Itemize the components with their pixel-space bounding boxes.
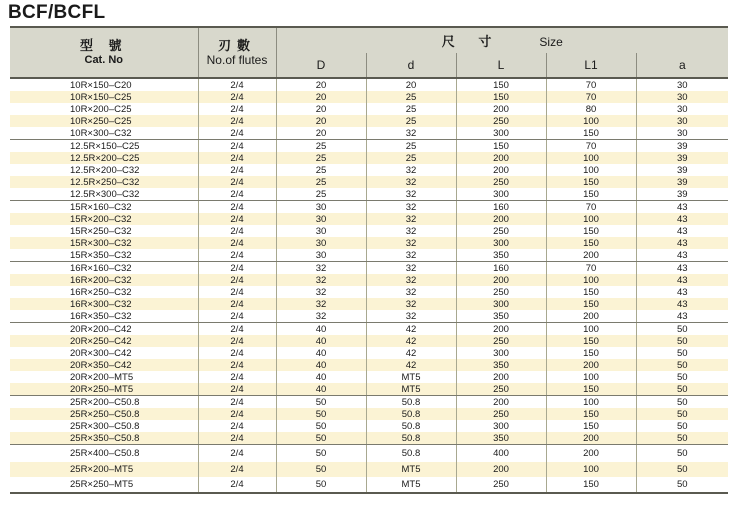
cell-flutes: 2/4 xyxy=(198,462,276,477)
cell-L: 200 xyxy=(456,152,546,164)
cell-D: 20 xyxy=(276,127,366,140)
cell-cat-no: 15R×250–C32 xyxy=(10,225,198,237)
cell-flutes: 2/4 xyxy=(198,103,276,115)
cell-d: 32 xyxy=(366,274,456,286)
cell-d: 20 xyxy=(366,78,456,91)
cell-d: 42 xyxy=(366,347,456,359)
cell-L: 200 xyxy=(456,396,546,409)
header-col-D: D xyxy=(276,53,366,78)
cell-d: 50.8 xyxy=(366,445,456,463)
cell-flutes: 2/4 xyxy=(198,359,276,371)
cell-a: 43 xyxy=(636,310,728,323)
cell-flutes: 2/4 xyxy=(198,201,276,214)
cell-cat-no: 25R×250–MT5 xyxy=(10,477,198,493)
cell-L: 300 xyxy=(456,298,546,310)
table-row xyxy=(10,176,728,188)
table-row xyxy=(10,347,728,359)
table-row xyxy=(10,323,728,336)
cell-D: 30 xyxy=(276,201,366,214)
cell-L: 350 xyxy=(456,249,546,262)
cell-flutes: 2/4 xyxy=(198,91,276,103)
cell-L: 250 xyxy=(456,115,546,127)
header-size xyxy=(276,27,728,53)
table-row xyxy=(10,262,728,275)
cell-a: 50 xyxy=(636,383,728,396)
cell-D: 32 xyxy=(276,298,366,310)
header-size-cn: 尺 寸 xyxy=(441,34,502,49)
cell-cat-no: 25R×300–C50.8 xyxy=(10,420,198,432)
cell-a: 30 xyxy=(676,103,688,115)
cell-a: 30 xyxy=(636,127,728,140)
table-row xyxy=(10,249,728,262)
cell-D: 32 xyxy=(276,274,366,286)
cell-cat-no: 25R×200–C50.8 xyxy=(10,396,198,409)
cell-L1: 200 xyxy=(546,445,636,463)
cell-cat-no: 12.5R×150–C25 xyxy=(10,140,198,153)
table-row xyxy=(10,152,728,164)
cell-cat-no: 16R×200–C32 xyxy=(10,274,198,286)
cell-cat-no: 20R×300–C42 xyxy=(10,347,198,359)
header-model-cn: 型 號 xyxy=(79,37,128,53)
header-flutes xyxy=(198,27,276,78)
cell-d: 25 xyxy=(366,140,456,153)
cell-a: 39 xyxy=(676,140,688,152)
cell-L1: 80 xyxy=(546,103,636,115)
cell-D: 50 xyxy=(276,420,366,432)
cell-L: 350 xyxy=(456,359,546,371)
cell-L1: 150 xyxy=(546,127,636,140)
cell-L: 350 xyxy=(456,310,546,323)
cell-D: 40 xyxy=(276,383,366,396)
cell-d: 25 xyxy=(366,103,456,115)
spec-table xyxy=(10,26,728,494)
cell-cat-no: 25R×200–MT5 xyxy=(10,462,198,477)
cell-cat-no: 10R×150–C20 xyxy=(10,78,198,91)
cell-L: 300 xyxy=(456,347,546,359)
cell-D: 50 xyxy=(276,445,366,463)
cell-cat-no: 20R×250–C42 xyxy=(10,335,198,347)
cell-cat-no: 12.5R×200–C32 xyxy=(10,164,198,176)
cell-d: 32 xyxy=(366,213,456,225)
cell-d: MT5 xyxy=(366,383,456,396)
cell-L1: 150 xyxy=(546,237,636,249)
cell-L: 160 xyxy=(456,201,546,214)
cell-cat-no: 16R×300–C32 xyxy=(10,298,198,310)
table-row xyxy=(10,445,728,463)
cell-flutes: 2/4 xyxy=(198,335,276,347)
cell-flutes: 2/4 xyxy=(198,164,276,176)
cell-cat-no: 12.5R×250–C32 xyxy=(10,176,198,188)
cell-cat-no: 20R×200–MT5 xyxy=(10,371,198,383)
cell-a: 50 xyxy=(676,396,688,408)
cell-d: 50.8 xyxy=(366,408,456,420)
header-col-a: a xyxy=(636,53,728,78)
cell-cat-no: 12.5R×200–C25 xyxy=(10,152,198,164)
table-row xyxy=(10,335,728,347)
cell-L1: 150 xyxy=(546,477,636,493)
cell-L: 300 xyxy=(456,188,546,201)
cell-L1: 100 xyxy=(546,164,636,176)
cell-L1: 100 xyxy=(546,462,636,477)
cell-a: 50 xyxy=(676,323,688,335)
cell-L: 150 xyxy=(456,78,546,91)
cell-D: 50 xyxy=(276,396,366,409)
cell-D: 32 xyxy=(276,262,366,275)
table-row xyxy=(10,103,728,115)
cell-cat-no: 15R×350–C32 xyxy=(10,249,198,262)
cell-cat-no: 15R×200–C32 xyxy=(10,213,198,225)
cell-cat-no: 16R×160–C32 xyxy=(10,262,198,275)
cell-L: 200 xyxy=(456,164,546,176)
cell-a: 50 xyxy=(636,462,728,477)
cell-D: 40 xyxy=(276,323,366,336)
cell-d: 25 xyxy=(366,91,456,103)
cell-cat-no: 16R×350–C32 xyxy=(10,310,198,323)
cell-L1: 150 xyxy=(546,335,636,347)
table-row xyxy=(10,371,728,383)
cell-D: 25 xyxy=(276,140,366,153)
cell-flutes: 2/4 xyxy=(198,347,276,359)
cell-L1: 100 xyxy=(546,152,636,164)
cell-D: 20 xyxy=(276,115,366,127)
cell-d: 32 xyxy=(366,225,456,237)
cell-flutes: 2/4 xyxy=(198,176,276,188)
cell-d: 32 xyxy=(366,262,456,275)
cell-D: 40 xyxy=(276,335,366,347)
cell-a: 39 xyxy=(676,164,688,176)
cell-cat-no: 20R×200–C42 xyxy=(10,323,198,336)
cell-cat-no: 20R×350–C42 xyxy=(10,359,198,371)
cell-cat-no: 15R×160–C32 xyxy=(10,201,198,214)
cell-L: 200 xyxy=(456,213,546,225)
header-model xyxy=(10,27,198,78)
cell-flutes: 2/4 xyxy=(198,225,276,237)
cell-d: 25 xyxy=(366,152,456,164)
cell-L: 250 xyxy=(456,383,546,396)
cell-flutes: 2/4 xyxy=(198,408,276,420)
table-row xyxy=(10,477,728,493)
table-row xyxy=(10,359,728,371)
cell-d: 32 xyxy=(366,127,456,140)
cell-L1: 150 xyxy=(546,176,636,188)
header-col-L1: L1 xyxy=(546,53,636,78)
cell-L: 350 xyxy=(456,432,546,445)
cell-D: 50 xyxy=(276,432,366,445)
cell-D: 25 xyxy=(276,176,366,188)
cell-flutes: 2/4 xyxy=(198,140,276,153)
cell-a: 43 xyxy=(636,249,728,262)
cell-d: 32 xyxy=(366,310,456,323)
cell-a: 43 xyxy=(636,237,728,249)
table-row xyxy=(10,164,728,176)
cell-a: 43 xyxy=(676,262,688,274)
cell-flutes: 2/4 xyxy=(198,262,276,275)
cell-d: 32 xyxy=(366,201,456,214)
table-row xyxy=(10,286,728,298)
cell-d: 32 xyxy=(366,286,456,298)
cell-cat-no: 10R×200–C25 xyxy=(10,103,198,115)
cell-cat-no: 25R×350–C50.8 xyxy=(10,432,198,445)
cell-a: 39 xyxy=(636,176,728,188)
cell-L: 200 xyxy=(456,103,546,115)
cell-cat-no: 12.5R×300–C32 xyxy=(10,188,198,201)
cell-a: 43 xyxy=(676,286,688,298)
cell-L1: 100 xyxy=(546,213,636,225)
cell-L1: 100 xyxy=(546,323,636,336)
table-row xyxy=(10,298,728,310)
cell-D: 40 xyxy=(276,359,366,371)
cell-d: 50.8 xyxy=(366,396,456,409)
cell-L: 200 xyxy=(456,323,546,336)
cell-D: 30 xyxy=(276,249,366,262)
cell-L1: 70 xyxy=(546,262,636,275)
cell-d: 32 xyxy=(366,188,456,201)
cell-L1: 150 xyxy=(546,188,636,201)
cell-d: 42 xyxy=(366,323,456,336)
table-row xyxy=(10,432,728,445)
cell-D: 32 xyxy=(276,310,366,323)
cell-flutes: 2/4 xyxy=(198,152,276,164)
cell-D: 30 xyxy=(276,225,366,237)
table-row xyxy=(10,225,728,237)
cell-d: 42 xyxy=(366,359,456,371)
table-row xyxy=(10,396,728,409)
table-row xyxy=(10,274,728,286)
cell-d: 32 xyxy=(366,298,456,310)
cell-a: 50 xyxy=(676,371,688,383)
cell-flutes: 2/4 xyxy=(198,383,276,396)
cell-cat-no: 10R×250–C25 xyxy=(10,115,198,127)
table-row xyxy=(10,462,728,477)
cell-cat-no: 20R×250–MT5 xyxy=(10,383,198,396)
cell-L1: 150 xyxy=(546,225,636,237)
cell-flutes: 2/4 xyxy=(198,477,276,493)
cell-flutes: 2/4 xyxy=(198,286,276,298)
table-row xyxy=(10,188,728,201)
cell-L: 300 xyxy=(456,237,546,249)
table-row xyxy=(10,420,728,432)
cell-L: 250 xyxy=(456,408,546,420)
cell-D: 40 xyxy=(276,347,366,359)
cell-flutes: 2/4 xyxy=(198,420,276,432)
cell-L1: 150 xyxy=(546,383,636,396)
cell-L: 200 xyxy=(456,462,546,477)
table-row xyxy=(10,91,728,103)
cell-L1: 200 xyxy=(546,249,636,262)
cell-d: 32 xyxy=(366,237,456,249)
header-model-en: Cat. No xyxy=(84,53,123,66)
cell-a: 43 xyxy=(636,298,728,310)
cell-D: 50 xyxy=(276,462,366,477)
cell-L1: 100 xyxy=(546,274,636,286)
cell-a: 30 xyxy=(676,79,688,91)
cell-L: 160 xyxy=(456,262,546,275)
cell-a: 50 xyxy=(676,420,688,432)
cell-L1: 70 xyxy=(546,140,636,153)
cell-flutes: 2/4 xyxy=(198,78,276,91)
cell-cat-no: 10R×300–C32 xyxy=(10,127,198,140)
cell-L1: 200 xyxy=(546,432,636,445)
header-col-L: L xyxy=(456,53,546,78)
cell-D: 20 xyxy=(276,78,366,91)
cell-d: MT5 xyxy=(366,477,456,493)
header-size-en: Size xyxy=(539,35,563,49)
cell-L1: 70 xyxy=(546,78,636,91)
cell-L: 200 xyxy=(456,371,546,383)
table-row xyxy=(10,310,728,323)
cell-flutes: 2/4 xyxy=(198,188,276,201)
cell-L: 400 xyxy=(456,445,546,463)
cell-flutes: 2/4 xyxy=(198,310,276,323)
cell-flutes: 2/4 xyxy=(198,127,276,140)
cell-a: 50 xyxy=(636,432,728,445)
cell-D: 20 xyxy=(276,91,366,103)
cell-a: 39 xyxy=(636,188,728,201)
cell-cat-no: 25R×250–C50.8 xyxy=(10,408,198,420)
cell-L1: 70 xyxy=(546,201,636,214)
cell-a: 50 xyxy=(636,477,728,493)
cell-d: 32 xyxy=(366,164,456,176)
cell-a: 30 xyxy=(636,115,728,127)
page-title: BCF/BCFL xyxy=(8,2,106,23)
cell-cat-no: 16R×250–C32 xyxy=(10,286,198,298)
table-row xyxy=(10,408,728,420)
cell-D: 50 xyxy=(276,408,366,420)
cell-D: 30 xyxy=(276,237,366,249)
cell-L1: 200 xyxy=(546,359,636,371)
cell-a: 30 xyxy=(636,91,728,103)
cell-a: 50 xyxy=(636,335,728,347)
cell-flutes: 2/4 xyxy=(198,445,276,463)
cell-L1: 70 xyxy=(546,91,636,103)
cell-L1: 150 xyxy=(546,420,636,432)
cell-a: 43 xyxy=(636,274,728,286)
cell-D: 25 xyxy=(276,152,366,164)
cell-L1: 100 xyxy=(546,396,636,409)
cell-L1: 100 xyxy=(546,371,636,383)
table-row xyxy=(10,237,728,249)
cell-a: 50 xyxy=(636,359,728,371)
cell-flutes: 2/4 xyxy=(198,323,276,336)
spec-table-body xyxy=(10,78,728,493)
cell-D: 40 xyxy=(276,371,366,383)
cell-cat-no: 25R×400–C50.8 xyxy=(10,445,198,463)
cell-flutes: 2/4 xyxy=(198,274,276,286)
cell-flutes: 2/4 xyxy=(198,237,276,249)
cell-a: 39 xyxy=(636,152,728,164)
cell-L: 150 xyxy=(456,140,546,153)
table-row xyxy=(10,78,728,91)
table-row xyxy=(10,383,728,396)
cell-L1: 150 xyxy=(546,347,636,359)
cell-L: 250 xyxy=(456,225,546,237)
cell-d: 25 xyxy=(366,115,456,127)
cell-L1: 150 xyxy=(546,298,636,310)
cell-d: MT5 xyxy=(366,462,456,477)
cell-L1: 200 xyxy=(546,310,636,323)
cell-flutes: 2/4 xyxy=(198,371,276,383)
cell-cat-no: 10R×150–C25 xyxy=(10,91,198,103)
cell-d: 32 xyxy=(366,176,456,188)
cell-d: 50.8 xyxy=(366,432,456,445)
cell-L1: 150 xyxy=(546,408,636,420)
table-row xyxy=(10,213,728,225)
cell-a: 50 xyxy=(676,448,688,459)
cell-flutes: 2/4 xyxy=(198,298,276,310)
cell-D: 50 xyxy=(276,477,366,493)
cell-L1: 150 xyxy=(546,286,636,298)
cell-L: 250 xyxy=(456,335,546,347)
cell-L: 150 xyxy=(456,91,546,103)
cell-a: 43 xyxy=(676,225,688,237)
cell-D: 30 xyxy=(276,213,366,225)
cell-d: 32 xyxy=(366,249,456,262)
cell-a: 50 xyxy=(676,347,688,359)
cell-a: 43 xyxy=(636,213,728,225)
cell-L1: 100 xyxy=(546,115,636,127)
table-row xyxy=(10,201,728,214)
cell-D: 25 xyxy=(276,164,366,176)
cell-d: 50.8 xyxy=(366,420,456,432)
cell-D: 25 xyxy=(276,188,366,201)
header-flutes-cn: 刃數 xyxy=(217,37,256,53)
cell-flutes: 2/4 xyxy=(198,396,276,409)
table-row xyxy=(10,140,728,153)
cell-L: 300 xyxy=(456,127,546,140)
cell-cat-no: 15R×300–C32 xyxy=(10,237,198,249)
cell-flutes: 2/4 xyxy=(198,432,276,445)
header-flutes-en: No.of flutes xyxy=(206,52,268,67)
cell-L: 300 xyxy=(456,420,546,432)
cell-D: 32 xyxy=(276,286,366,298)
cell-d: 42 xyxy=(366,335,456,347)
cell-flutes: 2/4 xyxy=(198,213,276,225)
cell-a: 50 xyxy=(636,408,728,420)
cell-L: 250 xyxy=(456,286,546,298)
table-row xyxy=(10,127,728,140)
cell-a: 43 xyxy=(676,201,688,213)
cell-L: 250 xyxy=(456,477,546,493)
cell-d: MT5 xyxy=(366,371,456,383)
table-row xyxy=(10,115,728,127)
cell-flutes: 2/4 xyxy=(198,249,276,262)
header-col-d: d xyxy=(366,53,456,78)
cell-L: 200 xyxy=(456,274,546,286)
cell-L: 250 xyxy=(456,176,546,188)
cell-flutes: 2/4 xyxy=(198,115,276,127)
cell-D: 20 xyxy=(276,103,366,115)
